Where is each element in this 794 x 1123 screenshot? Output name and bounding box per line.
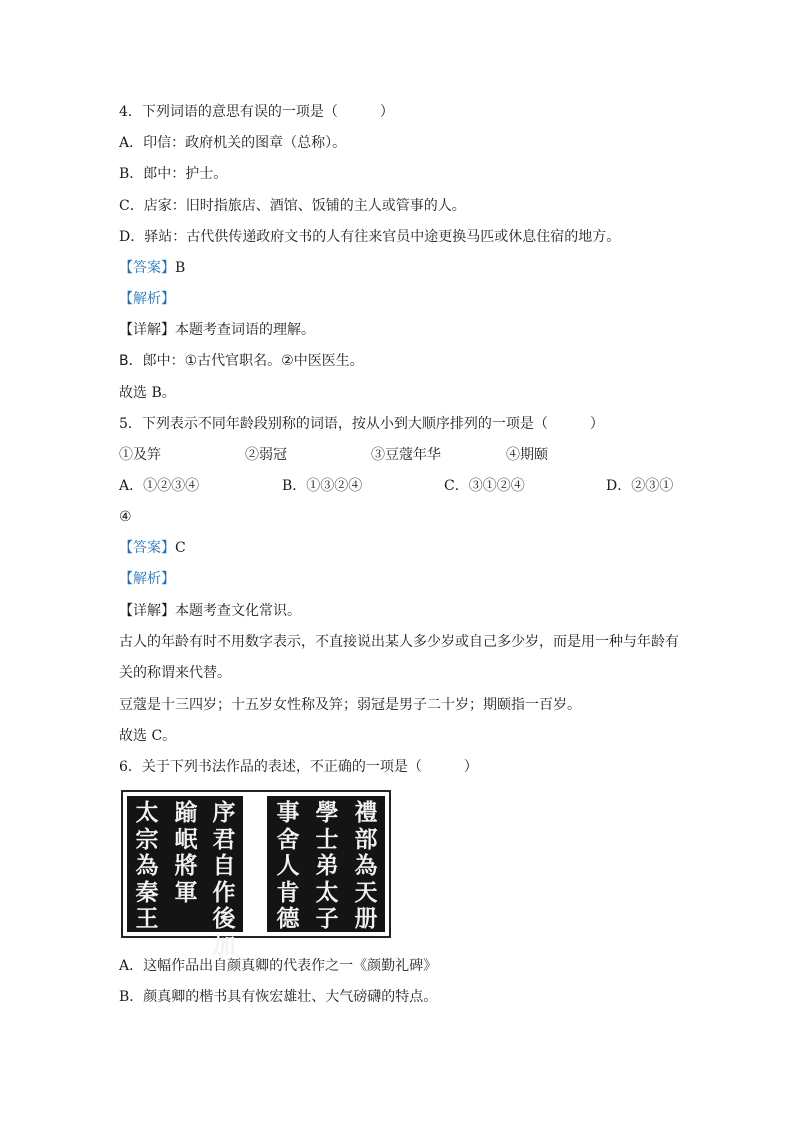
q5-answer <box>119 538 186 558</box>
calligraphy-column <box>353 800 379 933</box>
calligraphy-char: 子 <box>315 905 339 932</box>
q4-stem: 4．下列词语的意思有误的一项是（ ） <box>119 104 394 120</box>
q5-option-b: B．①③②④ <box>282 478 363 494</box>
q5-paragraph-line-3: 豆蔻是十三四岁；十五岁女性称及笄；弱冠是男子二十岁；期颐指一百岁。 <box>119 697 581 713</box>
calligraphy-char: 肯 <box>276 878 300 906</box>
calligraphy-char: 軍 <box>174 878 198 906</box>
q5-option-c: C．③①②④ <box>444 478 525 494</box>
calligraphy-char: 部 <box>354 825 378 853</box>
q4-option-d: D．驿站：古代供传递政府文书的人有往来官员中途更换马匹或休息住宿的地方。 <box>119 229 621 245</box>
calligraphy-char: 自 <box>212 852 236 879</box>
calligraphy-char: 天 <box>354 878 378 906</box>
calligraphy-column <box>173 800 199 906</box>
q5-paragraph-line-2: 关的称谓来代替。 <box>119 665 231 681</box>
detail-text: 本题考查词语的理解。 <box>175 322 315 338</box>
calligraphy-char: 序 <box>212 799 236 826</box>
calligraphy-char: 人 <box>276 852 300 879</box>
calligraphy-char: 德 <box>276 905 300 932</box>
q5-analysis-tag <box>119 569 175 589</box>
calligraphy-char: 王 <box>135 905 159 932</box>
analysis-tag: 【解析】 <box>119 571 175 587</box>
calligraphy-char: 後 <box>212 905 236 932</box>
answer-value: B <box>175 260 186 276</box>
calligraphy-char: 册 <box>354 905 378 932</box>
q6-stem: 6．关于下列书法作品的表述，不正确的一项是（ ） <box>119 759 478 775</box>
q5-conclusion: 故选 C。 <box>119 728 177 744</box>
q4-explanation: B．郎中：①古代官职名。②中医医生。 <box>119 353 364 369</box>
calligraphy-char: 士 <box>315 825 339 853</box>
q6-option-a: A．这幅作品出自颜真卿的代表作之一《颜勤礼碑》 <box>119 958 438 974</box>
calligraphy-char: 舍 <box>276 825 300 853</box>
q5-item-1: ①及笄 <box>119 447 161 463</box>
calligraphy-char: 作 <box>212 878 236 906</box>
calligraphy-rubbing-image <box>121 790 391 959</box>
q4-option-c: C．店家：旧时指旅店、酒馆、饭铺的主人或管事的人。 <box>119 198 466 214</box>
calligraphy-column <box>275 800 301 933</box>
detail-tag: 【详解】 <box>119 603 175 619</box>
calligraphy-char: 為 <box>135 852 159 879</box>
q6-option-b: B．颜真卿的楷书具有恢宏雄壮、大气磅礴的特点。 <box>119 989 438 1005</box>
calligraphy-char: 秦 <box>135 878 159 906</box>
calligraphy-char: 太 <box>135 799 159 826</box>
calligraphy-right-panel <box>267 796 385 932</box>
calligraphy-char: 學 <box>315 799 339 826</box>
calligraphy-char: 君 <box>212 825 236 853</box>
calligraphy-char: 禮 <box>354 799 378 826</box>
calligraphy-column <box>314 800 340 933</box>
detail-tag: 【详解】 <box>119 322 175 338</box>
q5-option-d-wrap: ④ <box>119 509 132 525</box>
calligraphy-column <box>134 800 160 933</box>
calligraphy-char: 事 <box>276 799 300 826</box>
q5-option-a: A．①②③④ <box>119 478 200 494</box>
calligraphy-char: 弟 <box>315 852 339 879</box>
q5-item-3: ③豆蔻年华 <box>371 447 441 463</box>
detail-text: 本题考查文化常识。 <box>175 603 301 619</box>
answer-value: C <box>175 540 186 556</box>
calligraphy-char: 為 <box>354 852 378 879</box>
q5-item-2: ②弱冠 <box>245 447 287 463</box>
answer-tag: 【答案】 <box>119 540 175 556</box>
q5-option-d: D．②③① <box>606 478 674 494</box>
q4-option-a: A．印信：政府机关的图章（总称）。 <box>119 135 347 151</box>
calligraphy-column <box>211 800 237 959</box>
q5-stem: 5．下列表示不同年龄段别称的词语，按从小到大顺序排列的一项是（ ） <box>119 416 604 432</box>
calligraphy-char: 加 <box>212 931 236 959</box>
q4-conclusion: 故选 B。 <box>119 385 176 401</box>
calligraphy-char: 將 <box>174 852 198 879</box>
answer-tag: 【答案】 <box>119 260 175 276</box>
q5-item-4: ④期颐 <box>506 447 548 463</box>
calligraphy-char: 岷 <box>174 825 198 853</box>
q5-paragraph-line-1: 古人的年龄有时不用数字表示，不直接说出某人多少岁或自己多少岁，而是用一种与年龄有 <box>119 634 679 650</box>
calligraphy-char: 太 <box>315 878 339 906</box>
analysis-tag: 【解析】 <box>119 291 175 307</box>
calligraphy-char: 宗 <box>135 825 159 853</box>
calligraphy-char: 踰 <box>174 799 198 826</box>
q4-analysis-tag <box>119 289 175 309</box>
q4-answer <box>119 258 185 278</box>
calligraphy-left-panel <box>127 796 243 959</box>
q4-detail <box>119 320 315 340</box>
q4-option-b: B．郎中：护士。 <box>119 166 228 182</box>
q5-detail <box>119 601 301 621</box>
